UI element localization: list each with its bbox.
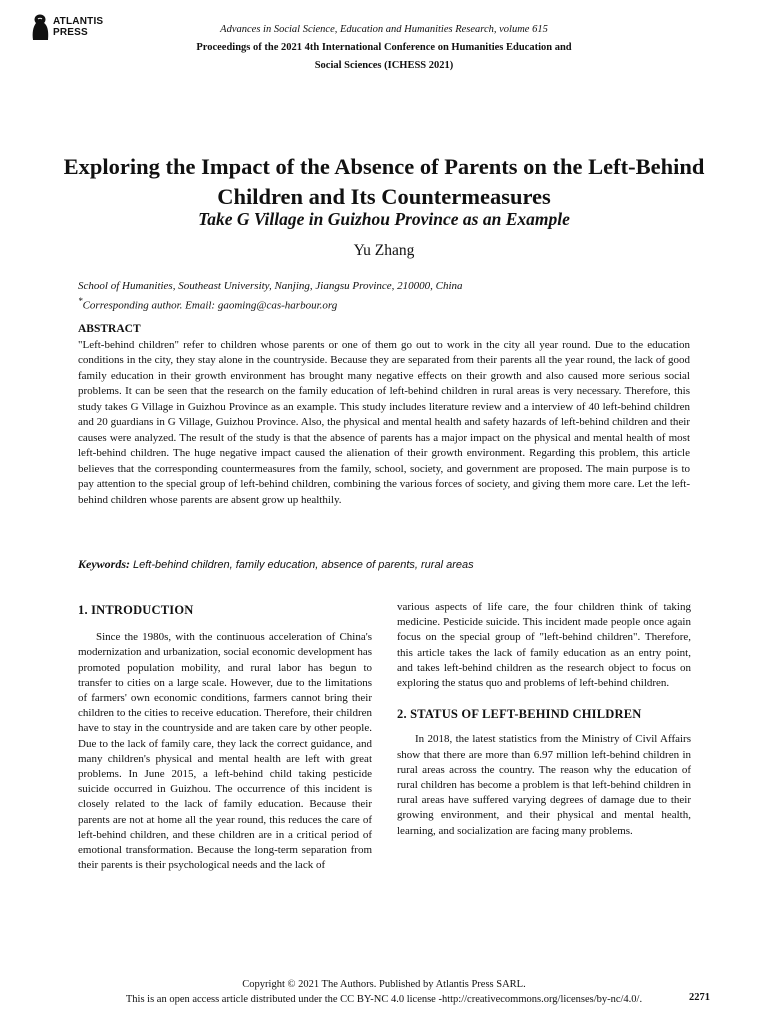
- affiliation: School of Humanities, Southeast University, Nanjing, Jiangsu Province, 210000, China: [78, 280, 463, 292]
- logo-wordmark: [53, 16, 103, 38]
- corresponding-author: [78, 294, 718, 313]
- proceedings-line-1: Proceedings of the 2021 4th International Conference on Humanities Education and: [196, 42, 572, 53]
- introduction-heading: 1. INTRODUCTION: [78, 603, 194, 617]
- paper-subtitle: Take G Village in Guizhou Province as an Example: [198, 209, 570, 229]
- page-number: 2271: [689, 992, 710, 1003]
- introduction-paragraph: Since the 1980s, with the continuous acceleration of China's modernization and urbanization, social economic development has promoted population mobility, and rural labor has begun to transfer to cities on a large scale. However, due to the limitations of farmers' own economic conditions, farmers cannot bring their children to the cities to receive education. Therefore, their children have to stay in the countryside and are taken care by other people. Due to the lack of family care, they lack the correct guidance, and many children's physical and mental health are left with great problems. In June 2015, a left-behind child taking pesticide suicide occurred in Guizhou. The occurrence of this incident is closely related to the lack of family education. Because their parents are not at home all the year round, this reduces the care of left-behind children, and these children are in a critical period of emotional transformation. Because the long-term separation from their parents is their psychological needs and the lack of: [78, 631, 372, 872]
- page-footer: [40, 977, 728, 1007]
- proceedings-line-2: Social Sciences (ICHESS 2021): [314, 60, 454, 71]
- abstract: [78, 322, 690, 508]
- keywords-label: Keywords:: [78, 557, 130, 571]
- left-column: [78, 603, 372, 873]
- author-name: Yu Zhang: [353, 242, 415, 259]
- affiliation-block: [78, 279, 718, 313]
- keywords: [78, 557, 698, 572]
- corresponding-text: Corresponding author. Email: gaoming@cas-harbour.org: [82, 299, 338, 312]
- logo-line-1: ATLANTIS: [53, 16, 104, 27]
- license-line: This is an open access article distributed under the CC BY-NC 4.0 license -http://creativecommons.org/licenses/by-nc/4.0/.: [125, 994, 643, 1005]
- copyright-line: Copyright © 2021 The Authors. Published by Atlantis Press SARL.: [242, 979, 526, 990]
- abstract-heading: ABSTRACT: [78, 323, 141, 335]
- introduction-paragraph-continued: various aspects of life care, the four children think of taking medicine. Pesticide suicide. This incident made people once again focus on the special group of "left-behind children". Therefore, this article takes the lack of family education as an entry point, and takes left-behind children as the research object to focus on exploring the status quo and problems of left-behind children.: [397, 601, 691, 690]
- atlantis-logo-icon: [30, 13, 50, 41]
- status-heading: 2. STATUS OF LEFT-BEHIND CHILDREN: [397, 707, 642, 722]
- corresponding-mark: *: [78, 295, 83, 306]
- status-paragraph: In 2018, the latest statistics from the Ministry of Civil Affairs show that there are more than 6.97 million left-behind children in rural areas across the country. The reason why the education of rural children has become a problem is that left-behind children in rural areas have suffered varying degrees of damage due to their growing environment, and their physical and mental health, learning, and socialization are facing many problems.: [397, 733, 691, 837]
- logo-line-2: PRESS: [53, 27, 88, 38]
- right-column: [397, 600, 691, 839]
- publisher-logo: [30, 13, 103, 41]
- venue-line: Advances in Social Science, Education and Humanities Research, volume 615: [220, 24, 548, 35]
- paper-title: Exploring the Impact of the Absence of Parents on the Left-Behind Children and Its Countermeasures: [63, 154, 705, 209]
- keywords-list: Left-behind children, family education, absence of parents, rural areas: [133, 559, 474, 571]
- abstract-text: "Left-behind children" refer to children whose parents or one of them go out to work in the city all year round. Due to the education conditions in the city, they stay alone in the countryside. Because they are separated from their parents all the year round, the lack of good family education in their growth environment has brought many negative effects on their growth and also caused more serious social problems. It can be seen that the research on the family education of left-behind children in rural areas is very necessary. Therefore, this study takes G Village in Guizhou Province as an example. This study includes literature review and a interview of 40 left-behind children and 20 guardians in G Village, Guizhou Province. Also, the physical and mental health and safety hazards of left-behind children and their causes were analyzed. The result of the study is that the absence of parents has a major impact on the physical and mental health of most left-behind children. The huge negative impact caused the alienation of their growth environment. Regarding this problem, this article believes that the corresponding countermeasures from the family, school, society, and government are proposed. The main purpose is to pay attention to the special group of left-behind children, combining the various forces of society, and giving them more care. Let the left-behind children whose parents are absent grow up healthily.: [78, 338, 690, 506]
- running-head: [130, 21, 638, 75]
